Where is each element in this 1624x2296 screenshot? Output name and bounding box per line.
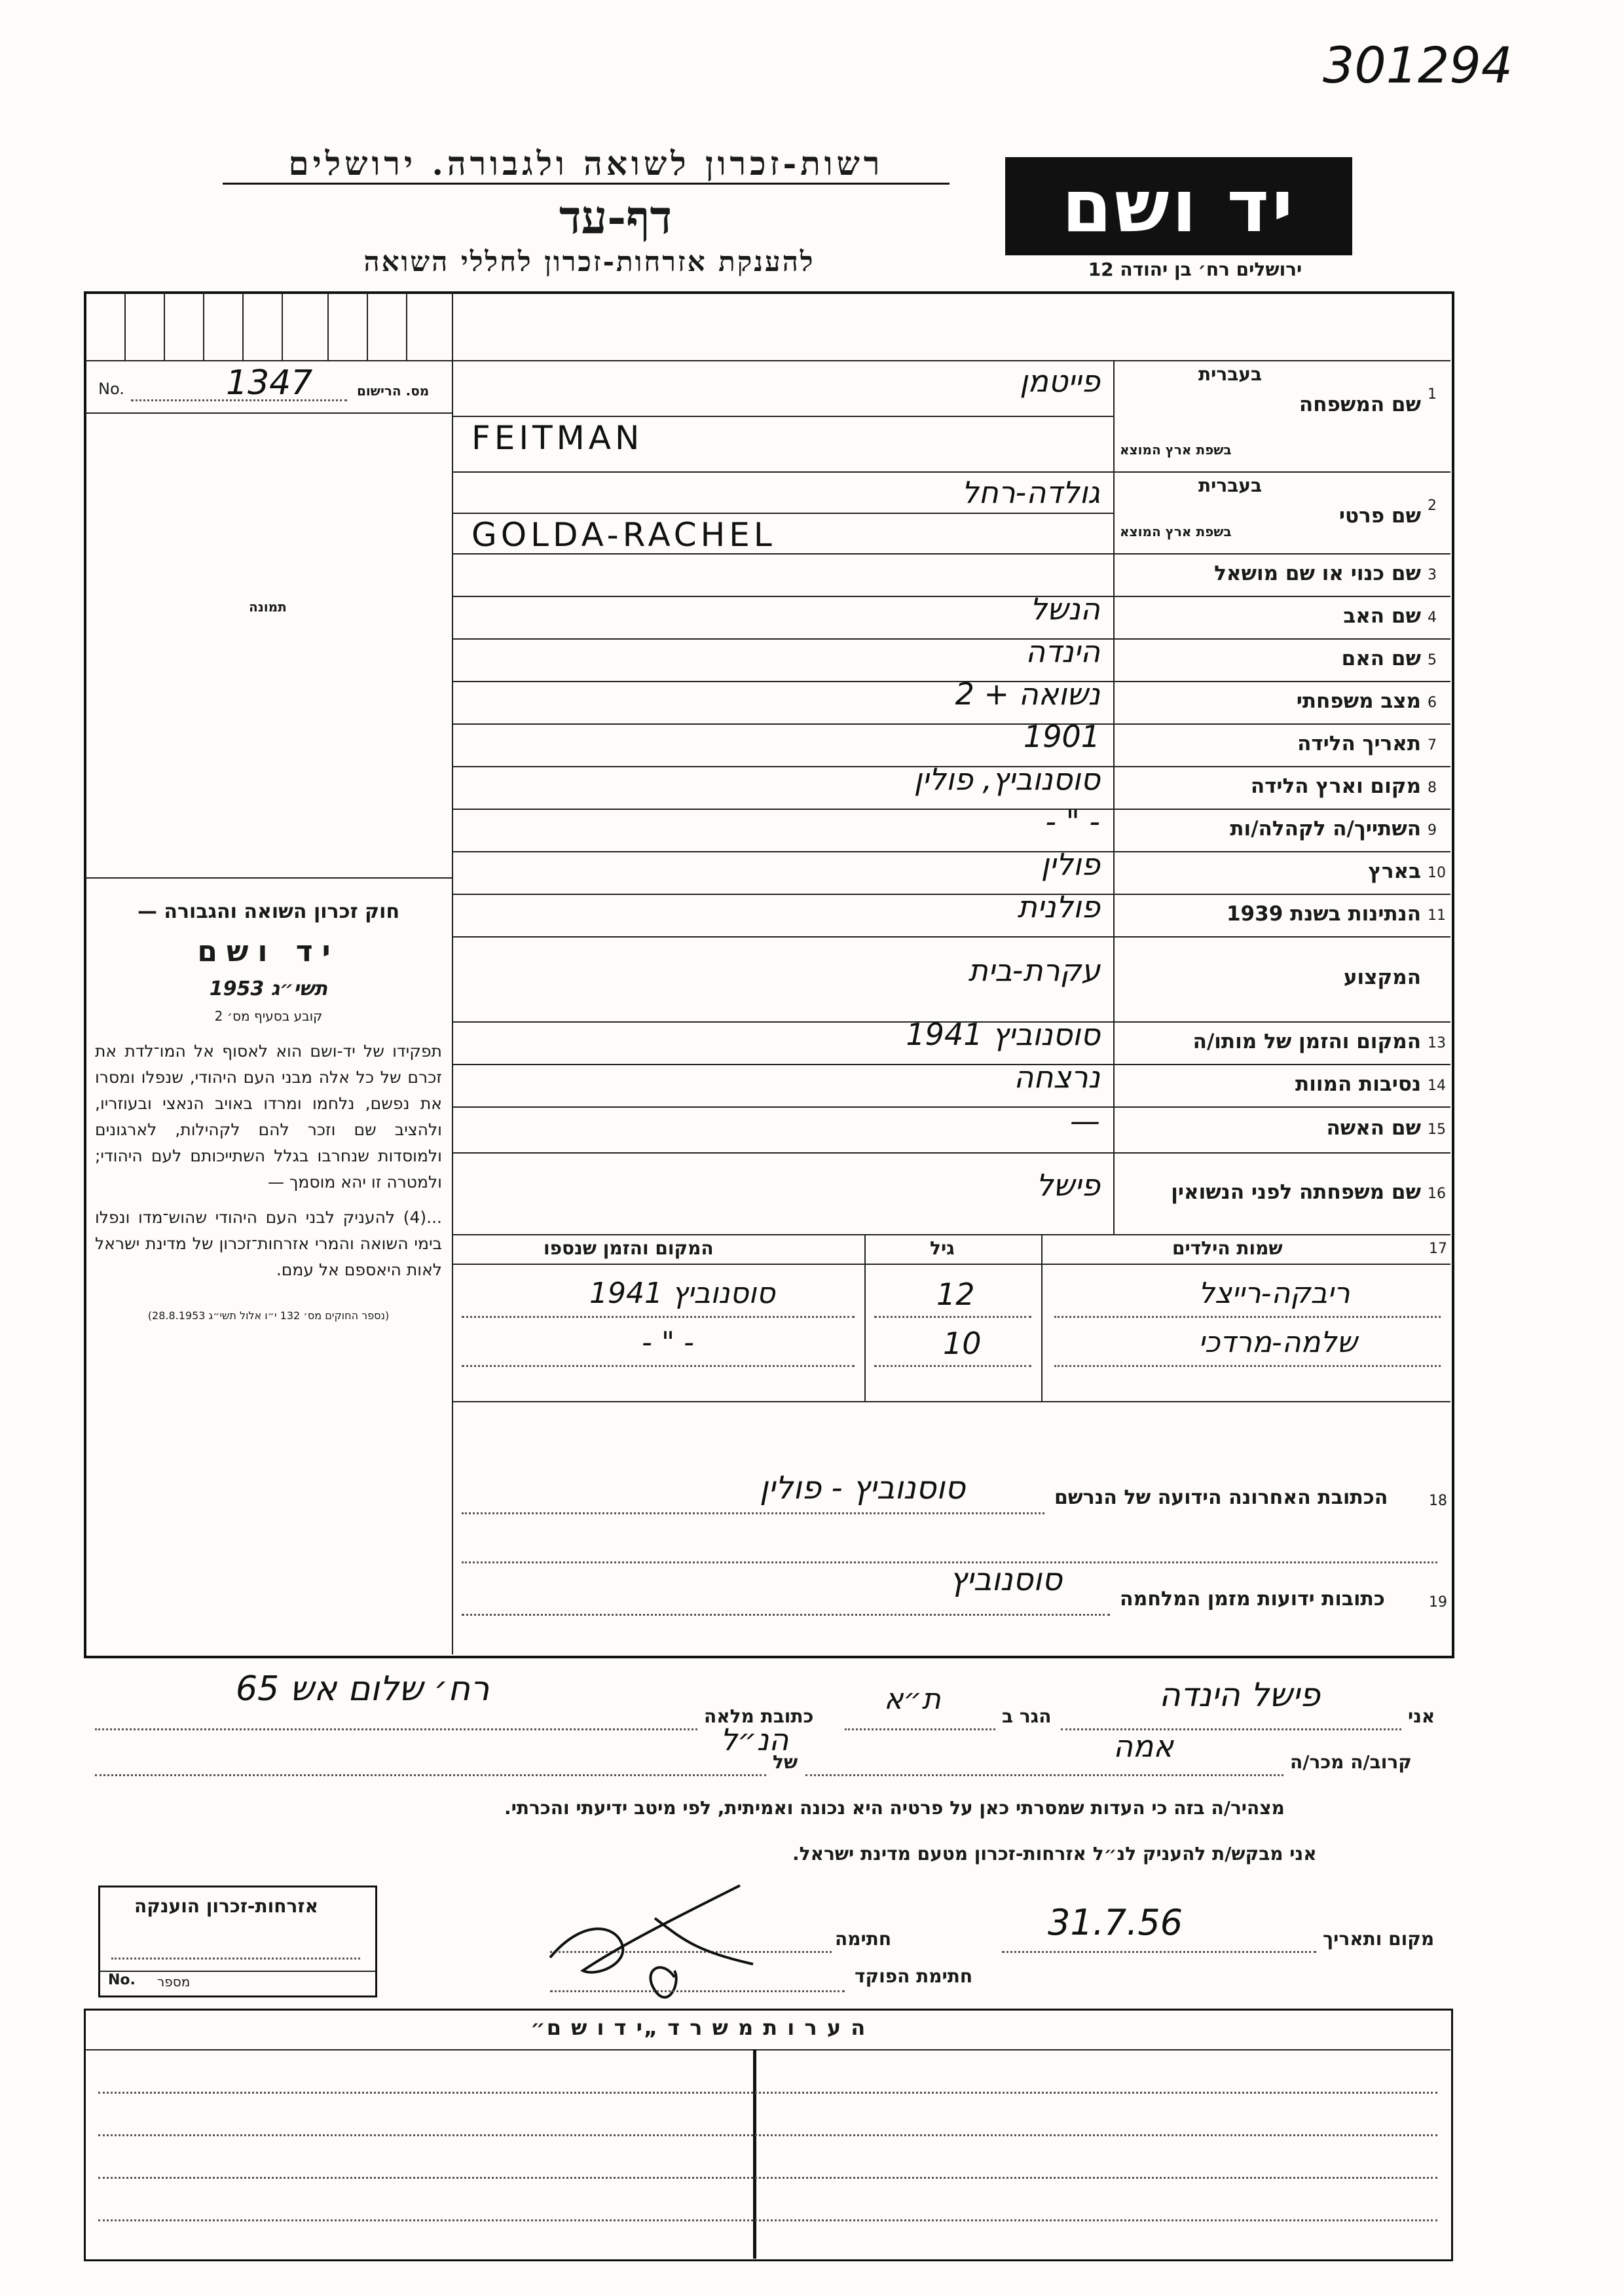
field-label: שם משפחתה לפני הנשואין [1171, 1180, 1421, 1204]
field-row-separator [452, 851, 1450, 852]
field-value: פולנית [1017, 888, 1100, 924]
subrow-separator [452, 513, 1113, 514]
field-number: 8 [1428, 779, 1437, 796]
field-label: שם האשה [1326, 1116, 1421, 1140]
hebrew-sublabel: בעברית [1198, 363, 1263, 385]
field-label: המקום והזמן של מותו/ה [1192, 1029, 1421, 1053]
relation-value: אמה [1113, 1728, 1174, 1764]
field-value: נרצחה [1014, 1059, 1100, 1095]
address-label: כתובת מלאה [704, 1705, 814, 1727]
field-value: גולדה-רחל [961, 475, 1100, 510]
field-label: שם פרטי [1338, 504, 1421, 528]
field-number: 14 [1428, 1077, 1446, 1094]
declaration-ani: אני [1408, 1705, 1435, 1727]
field-value: הינדה [1025, 633, 1100, 669]
children-place-header: המקום והזמן שנספו [544, 1237, 714, 1259]
field-value: סוסנוביץ, פולין [913, 761, 1100, 797]
field-label: שם המשפחה [1299, 393, 1421, 416]
field-19-label: כתובות ידועות מזמן המלחמה [1120, 1588, 1385, 1611]
document-number: 301294 [1323, 36, 1513, 94]
field-value: פייטמן [1020, 363, 1100, 399]
hebrew-sublabel: בעברית [1198, 475, 1263, 496]
subrow-separator [452, 416, 1113, 417]
place-date-label: מקום ותאריך [1323, 1928, 1435, 1950]
field-value: פולין [1041, 846, 1100, 882]
page-subtitle: להענקת אזרחות-זכרון לחללי השואה [363, 246, 815, 278]
field-value: נשואה + 2 [955, 676, 1100, 712]
field-17-number: 17 [1429, 1241, 1447, 1257]
field-19-number: 19 [1429, 1594, 1447, 1611]
field-label: שם האב [1343, 604, 1421, 628]
children-age-header: גיל [930, 1237, 955, 1259]
law-clause: קובע בסעיף מס׳ 2 [214, 1008, 323, 1024]
officer-signature-label: חתימת הפוקד [855, 1965, 973, 1987]
institution-address: ירושלים רח׳ בן יהודה 12 [1088, 259, 1302, 280]
field-row-separator [452, 1152, 1450, 1154]
field-number: 11 [1428, 907, 1446, 924]
field-label: בארץ [1368, 859, 1421, 883]
field-number: 16 [1428, 1185, 1446, 1202]
law-paragraph-1: תפקידו של יד-ושם הוא לאסוף אל המו־לדת את זכרם של כל אלה מבני העם היהודי, שנפלו ומסרו את נפשם, נלחמו ומרדו באויב הנאצי ובעוזריו, ולהציב שם וזכר להם לקהילות, לארגונים ולמוסדות שנחרבו בגלל השתייכותם לעם היהודי; ולמטרה זו יהא מוסמך — [95, 1042, 442, 1192]
field-18-label: הכתובת האחרונה הידועה של הנרשם [1054, 1486, 1388, 1509]
field-value: הנשל [1029, 591, 1100, 627]
field-row-separator [452, 1106, 1450, 1108]
law-source: (נספר החוקים מס׳ 132 י״ו אלול תשי״ג 28.8.1953) [147, 1309, 390, 1322]
field-number: 13 [1428, 1034, 1446, 1051]
field-value: פישל [1036, 1167, 1100, 1203]
field-value: עקרת-בית [968, 953, 1100, 988]
field-number: 1 [1428, 386, 1437, 403]
signature-scribble [544, 1879, 760, 2016]
page-title: דף-עד [559, 190, 673, 244]
child-2-place: - " - [642, 1326, 694, 1359]
citizenship-no-label: No. [108, 1972, 136, 1988]
field-label: מקום וארץ הלידה [1250, 774, 1421, 798]
registration-no-label: No. [98, 380, 124, 398]
field-18-number: 18 [1429, 1493, 1447, 1509]
law-name: יד ושם [197, 935, 340, 968]
place-date-value: 31.7.56 [1048, 1902, 1183, 1943]
field-row-separator [452, 638, 1450, 640]
authority-title: רשות-זכרון לשואה ולגבורה. ירושלים [223, 144, 950, 185]
signature-label: חתימה [835, 1928, 892, 1950]
relation-label: קרוב/ה מכר/ה [1290, 1751, 1412, 1773]
field-value: 1901 [1023, 718, 1100, 754]
field-row-separator [452, 809, 1450, 810]
field-value: — [1070, 1103, 1100, 1139]
child-2-name: שלמה-מרדכי [1198, 1326, 1357, 1359]
children-names-header: שמות הילדים [1172, 1237, 1283, 1259]
field-value: סוסנוביץ 1941 [906, 1016, 1100, 1052]
field-number: 10 [1428, 864, 1446, 881]
field-number: 2 [1428, 498, 1437, 514]
law-paragraph-2: ...(4) להעניק לבני העם היהודי שהוש־מדו ונפלו בימי השואה והמרי אזרחות־זכרון של מדינת ישראל לאות היאספם אל עמם. [95, 1208, 442, 1279]
field-label: תאריך הלידה [1297, 731, 1421, 756]
child-1-place: סוסנוביץ 1941 [589, 1277, 775, 1310]
field-number: 15 [1428, 1121, 1446, 1138]
field-row-separator [452, 723, 1450, 725]
field-value-latin: FEITMAN [471, 419, 644, 457]
citizenship-number-label: מספר [157, 1974, 191, 1990]
child-2-age: 10 [943, 1326, 982, 1361]
field-row-separator [452, 1064, 1450, 1065]
of-label: של [773, 1751, 798, 1773]
field-row-separator [452, 596, 1450, 597]
field-number: 3 [1428, 566, 1437, 583]
field-19-value: סוסנוביץ [950, 1561, 1063, 1598]
photo-label: תמונה [249, 599, 287, 615]
field-number: 9 [1428, 822, 1437, 839]
residing-label: הגר ב [1002, 1705, 1052, 1727]
citizenship-title: אזרחות-זכרון הוענקה [134, 1895, 318, 1917]
field-18-value: סוסנוביץ - פולין [760, 1470, 966, 1506]
field-label: שם כנוי או שם מושאל [1214, 561, 1421, 585]
child-1-name: ריבקה-רייצל [1198, 1277, 1350, 1310]
declarant-name: פישל הינדה [1159, 1676, 1320, 1714]
law-title: חוק זכרון השואה והגבורה — [137, 900, 400, 923]
registration-label: מס. הרישום [357, 383, 430, 399]
field-number: 4 [1428, 609, 1437, 626]
law-year: תשי״ג 1953 [209, 977, 328, 1000]
remarks-title: ה ע ר ו ת מ ש ר ד „י ד ו ש ם״ [530, 2015, 867, 2040]
field-value-latin: GOLDA-RACHEL [471, 515, 776, 554]
yad-vashem-logo: יד ושם [1005, 157, 1352, 255]
residing-value: ת״א [884, 1683, 941, 1716]
law-box [95, 900, 442, 1322]
address-value: רח׳ שלום אש 65 [236, 1669, 490, 1709]
field-value: - " - [1045, 803, 1100, 839]
field-number: 6 [1428, 694, 1437, 711]
declaration-statement: מצהיר/ה בזה כי העדות שמסרתי כאן על פרטיה היא נכונה ואמיתית, לפי מיטב ידיעתי והכרתי. [504, 1797, 1285, 1819]
field-label: המקצוע [1343, 966, 1421, 989]
field-label: מצב משפחתי [1296, 689, 1421, 713]
field-label: שם האם [1341, 646, 1421, 670]
field-number: 5 [1428, 651, 1437, 668]
field-row-separator [452, 471, 1450, 473]
field-row-separator [452, 681, 1450, 682]
field-number: 7 [1428, 737, 1437, 754]
origin-sublabel: בשפת ארץ המוצא [1120, 524, 1232, 539]
registration-number: 1347 [226, 363, 313, 403]
child-1-age: 12 [936, 1277, 975, 1312]
field-label: השתייך/ה לקהלה/ות [1230, 816, 1421, 841]
of-value: הנ״ל [720, 1722, 789, 1757]
field-row-separator [452, 936, 1450, 938]
declaration-request: אני מבקש/ת להעניק לנ״ל אזרחות-זכרון מטעם מדינת ישראל. [792, 1843, 1317, 1865]
field-label: נסיבות המוות [1295, 1072, 1421, 1096]
field-label: הנתינות בשנת 1939 [1226, 902, 1421, 926]
origin-sublabel: בשפת ארץ המוצא [1120, 442, 1232, 458]
field-row-separator [452, 894, 1450, 895]
